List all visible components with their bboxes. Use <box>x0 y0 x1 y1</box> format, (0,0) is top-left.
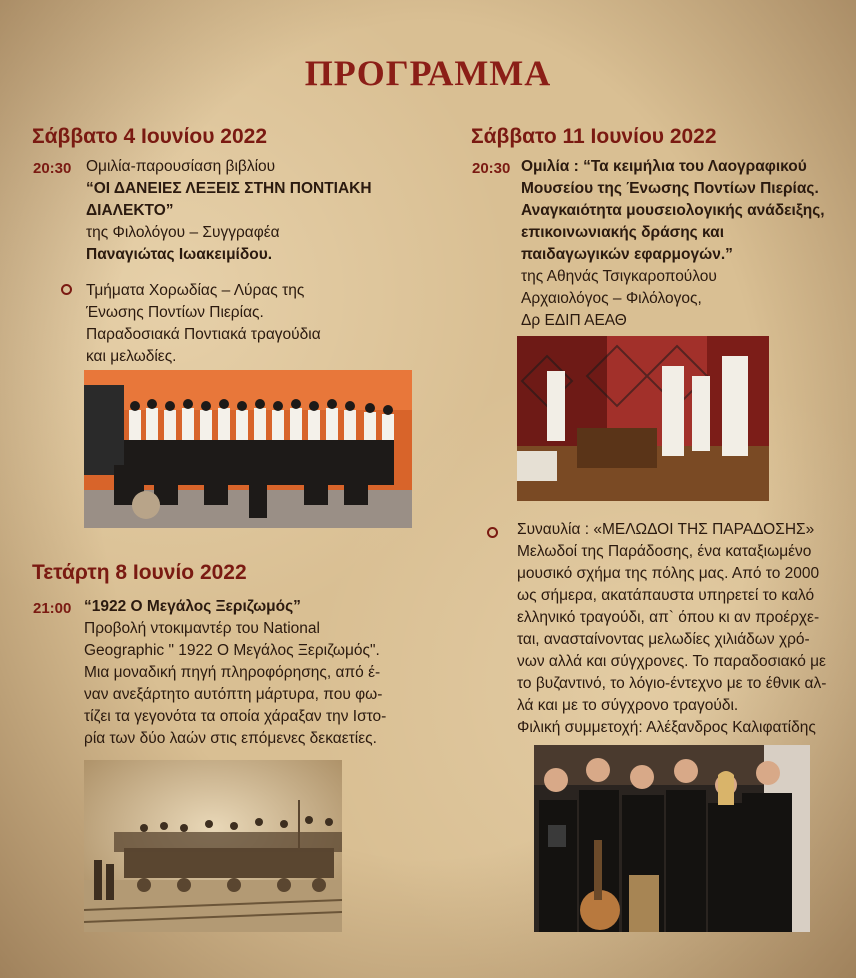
day3-line: Αναγκαιότητα μουσειολογικής ανάδειξης, <box>521 202 825 219</box>
day3-concert-line: ως σήμερα, ακατάπαυστα υπηρετεί το καλό <box>517 587 815 604</box>
day1-line: “ΟΙ ΔΑΝΕΙΕΣ ΛΕΞΕΙΣ ΣΤΗΝ ΠΟΝΤΙΑΚΗ <box>86 180 372 197</box>
day3-line: παιδαγωγικών εφαρμογών.” <box>521 246 733 263</box>
day1-bullet-line: Τμήματα Χορωδίας – Λύρας της <box>86 282 305 299</box>
day3-concert-line: ται, ανασταίνοντας μελωδίες χιλιάδων χρό- <box>517 631 810 648</box>
page-title: ΠΡΟΓΡΑΜΜΑ <box>304 53 552 93</box>
circle-bullet-icon <box>487 527 498 538</box>
day3-concert-line: Συναυλία : «ΜΕΛΩΔΟΙ ΤΗΣ ΠΑΡΑΔΟΣΗΣ» <box>517 521 815 538</box>
day1-line: ΔΙΑΛΕΚΤΟ” <box>86 202 174 219</box>
day1-bullet-line: Παραδοσιακά Ποντιακά τραγούδια <box>86 326 321 343</box>
day3-line: Δρ ΕΔΙΠ ΑΕΑΘ <box>521 312 627 329</box>
day3-concert-line: Μελωδοί της Παράδοσης, ένα καταξιωμένο <box>517 543 812 560</box>
day2-line: ρία των δύο λαών στις επόμενες δεκαετίες. <box>84 730 377 747</box>
day3-line: Ομιλία : “Τα κειμήλια του Λαογραφικού <box>521 158 807 175</box>
day1-line: Παναγιώτας Ιωακειμίδου. <box>86 246 273 263</box>
day1-bullet-line: και μελωδίες. <box>86 348 177 365</box>
day1-bullet-text <box>86 280 321 368</box>
refugee-train-photo <box>84 760 342 932</box>
museum-photo <box>517 336 769 501</box>
day2-description <box>84 596 386 750</box>
choir-photo <box>84 370 412 528</box>
day3-description <box>521 156 825 332</box>
day3-line: επικοινωνιακής δράσης και <box>521 224 724 241</box>
day3-concert-line: το βυζαντινό, το λόγιο-έντεχνο με το έθνικ αλ- <box>517 675 827 692</box>
day2-time: 21:00 <box>33 600 72 617</box>
day3-concert-line: νων αλλά και σύγχρονες. Το παραδοσιακό με <box>517 653 826 670</box>
day3-concert-line: λά και με το σύγχρονο τραγούδι. <box>517 697 739 714</box>
day2-line: τίζει τα γεγονότα τα οποία χάραξαν την Ιστο- <box>84 708 387 725</box>
day1-description <box>86 156 372 266</box>
band-photo <box>534 745 810 932</box>
day1-bullet-line: Ένωσης Ποντίων Πιερίας. <box>86 304 264 321</box>
day1-line: Ομιλία-παρουσίαση βιβλίου <box>86 158 276 175</box>
day3-time: 20:30 <box>472 160 511 177</box>
circle-bullet-icon <box>61 284 72 295</box>
day1-time: 20:30 <box>33 160 72 177</box>
day2-line: “1922 Ο Μεγάλος Ξεριζωμός” <box>84 598 301 615</box>
day2-heading: Τετάρτη 8 Ιουνίο 2022 <box>32 561 247 584</box>
day3-concert-line: μουσικό σχήμα της πόλης μας. Από το 2000 <box>517 565 820 582</box>
day3-line: Αρχαιολόγος – Φιλόλογος, <box>521 290 702 307</box>
day3-heading: Σάββατο 11 Ιουνίου 2022 <box>471 125 717 148</box>
day2-line: Προβολή ντοκιμαντέρ του National <box>84 620 320 637</box>
day3-line: της Αθηνάς Τσιγκαροπούλου <box>521 268 717 285</box>
day2-line: Geographic " 1922 Ο Μεγάλος Ξεριζωμός". <box>84 642 380 659</box>
day3-line: Μουσείου της Ένωσης Ποντίων Πιερίας. <box>521 180 819 197</box>
day3-concert-text <box>517 519 826 739</box>
day1-line: της Φιλολόγου – Συγγραφέα <box>86 224 280 241</box>
day1-heading: Σάββατο 4 Ιουνίου 2022 <box>32 125 268 148</box>
day3-concert-line: Φιλική συμμετοχή: Αλέξανδρος Καλιφατίδης <box>517 719 816 736</box>
day2-line: Μια μοναδική πηγή πληροφόρησης, από έ- <box>84 664 381 681</box>
day3-concert-line: ελληνικό τραγούδι, απ` όπου κι αν προέρχε- <box>517 609 820 626</box>
day2-line: ναν ανεξάρτητο αυτόπτη μάρτυρα, που φω- <box>84 686 383 703</box>
